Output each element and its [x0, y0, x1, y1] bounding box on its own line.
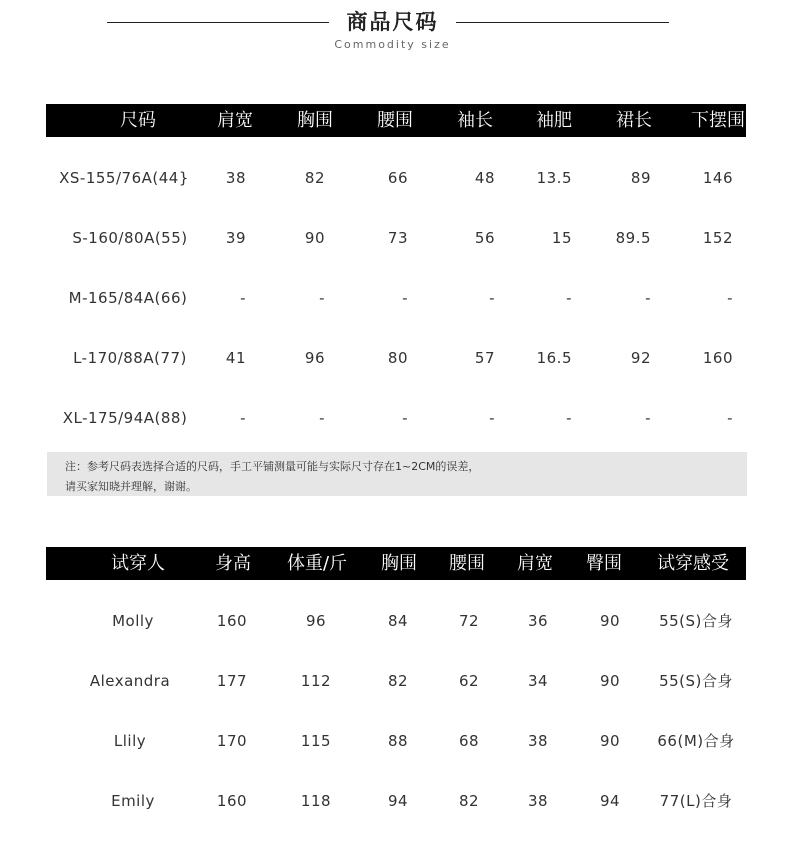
fit-cell: 118 — [300, 792, 332, 810]
size-cell: 89.5 — [615, 229, 651, 247]
size-header-cell: 胸围 — [297, 110, 333, 131]
fit-cell: 94 — [387, 792, 409, 810]
size-cell: 13.5 — [536, 169, 572, 187]
size-cell: 16.5 — [536, 349, 572, 367]
fit-cell: 90 — [599, 732, 621, 750]
size-cell: 82 — [304, 169, 325, 187]
fit-cell: Emily — [111, 792, 155, 810]
size-cell: 38 — [225, 169, 246, 187]
note-line: 请买家知晓并理解，谢谢。 — [65, 480, 197, 493]
size-cell: 146 — [702, 169, 733, 187]
size-cell: M-165/84A(66) — [68, 289, 188, 307]
size-cell: 89 — [630, 169, 651, 187]
size-cell: - — [402, 289, 408, 307]
fit-header-cell: 体重/斤 — [286, 553, 348, 574]
size-table-header — [46, 104, 746, 137]
size-table-row — [46, 223, 746, 253]
size-cell: L-170/88A(77) — [73, 349, 187, 367]
fit-cell: 77(L)合身 — [659, 792, 733, 810]
size-cell: 57 — [474, 349, 495, 367]
size-cell: 90 — [304, 229, 325, 247]
fit-cell: 66(M)合身 — [657, 732, 735, 750]
size-cell: - — [319, 289, 325, 307]
fit-table-row — [46, 726, 746, 756]
fit-header-cell: 试穿人 — [111, 553, 165, 574]
fit-cell: 34 — [527, 672, 549, 690]
fit-table-header — [46, 547, 746, 580]
size-cell: 39 — [225, 229, 246, 247]
size-cell: - — [489, 409, 495, 427]
size-cell: 48 — [474, 169, 495, 187]
size-header-cell: 尺码 — [120, 110, 156, 131]
fit-cell: 160 — [216, 612, 248, 630]
size-cell: 160 — [702, 349, 733, 367]
fit-cell: Llily — [113, 732, 147, 750]
fit-table-row — [46, 786, 746, 816]
size-cell: - — [240, 289, 246, 307]
size-cell: - — [402, 409, 408, 427]
fit-cell: 82 — [458, 792, 480, 810]
fit-cell: 38 — [527, 792, 549, 810]
size-header-cell: 肩宽 — [217, 110, 253, 131]
size-header-cell: 袖肥 — [536, 110, 572, 131]
page-title: 商品尺码 — [346, 10, 439, 34]
fit-header-cell: 身高 — [215, 553, 251, 574]
size-header-cell: 腰围 — [377, 110, 413, 131]
fit-table-row — [46, 606, 746, 636]
fit-cell: 90 — [599, 612, 621, 630]
size-cell: - — [727, 289, 733, 307]
page-subtitle: Commodity size — [334, 38, 451, 51]
fit-header-cell: 肩宽 — [517, 553, 553, 574]
fit-cell: 38 — [527, 732, 549, 750]
size-cell: S-160/80A(55) — [72, 229, 188, 247]
fit-cell: 62 — [458, 672, 480, 690]
fit-cell: 177 — [216, 672, 248, 690]
fit-cell: Alexandra — [89, 672, 171, 690]
size-cell: 66 — [387, 169, 408, 187]
size-table-row — [46, 403, 746, 433]
fit-cell: 55(S)合身 — [659, 672, 733, 690]
fit-cell: 55(S)合身 — [659, 612, 733, 630]
size-header-cell: 下摆围 — [691, 110, 745, 131]
title-divider-right — [456, 22, 669, 23]
fit-cell: Molly — [112, 612, 154, 630]
fit-cell: 36 — [527, 612, 549, 630]
size-cell: 41 — [225, 349, 246, 367]
size-table-row — [46, 343, 746, 373]
fit-cell: 82 — [387, 672, 409, 690]
size-cell: 152 — [702, 229, 733, 247]
fit-cell: 88 — [387, 732, 409, 750]
fit-cell: 96 — [305, 612, 327, 630]
note-line: 注：参考尺码表选择合适的尺码，手工平铺测量可能与实际尺寸存在1~2CM的误差， — [65, 460, 480, 473]
size-cell: XL-175/94A(88) — [62, 409, 188, 427]
fit-cell: 90 — [599, 672, 621, 690]
fit-cell: 115 — [300, 732, 332, 750]
fit-header-cell: 胸围 — [381, 553, 417, 574]
size-cell: - — [319, 409, 325, 427]
size-cell: XS-155/76A(44} — [59, 169, 189, 187]
fit-cell: 84 — [387, 612, 409, 630]
fit-cell: 170 — [216, 732, 248, 750]
fit-header-cell: 臀围 — [586, 553, 622, 574]
size-cell: 56 — [474, 229, 495, 247]
fit-cell: 112 — [300, 672, 332, 690]
title-section — [0, 0, 790, 60]
size-cell: 15 — [551, 229, 572, 247]
size-cell: - — [645, 289, 651, 307]
title-divider-left — [107, 22, 329, 23]
size-cell: 80 — [387, 349, 408, 367]
size-note — [47, 452, 747, 496]
fit-cell: 94 — [599, 792, 621, 810]
fit-cell: 68 — [458, 732, 480, 750]
fit-header-cell: 腰围 — [449, 553, 485, 574]
size-table-row — [46, 283, 746, 313]
size-cell: - — [489, 289, 495, 307]
size-header-cell: 裙长 — [616, 110, 652, 131]
size-table-row — [46, 163, 746, 193]
fit-header-cell: 试穿感受 — [657, 553, 729, 574]
size-cell: - — [645, 409, 651, 427]
fit-cell: 160 — [216, 792, 248, 810]
fit-cell: 72 — [458, 612, 480, 630]
size-cell: 73 — [387, 229, 408, 247]
size-cell: - — [240, 409, 246, 427]
size-cell: - — [566, 289, 572, 307]
size-cell: 92 — [630, 349, 651, 367]
fit-table-row — [46, 666, 746, 696]
size-cell: 96 — [304, 349, 325, 367]
size-cell: - — [566, 409, 572, 427]
size-cell: - — [727, 409, 733, 427]
size-header-cell: 袖长 — [457, 110, 493, 131]
